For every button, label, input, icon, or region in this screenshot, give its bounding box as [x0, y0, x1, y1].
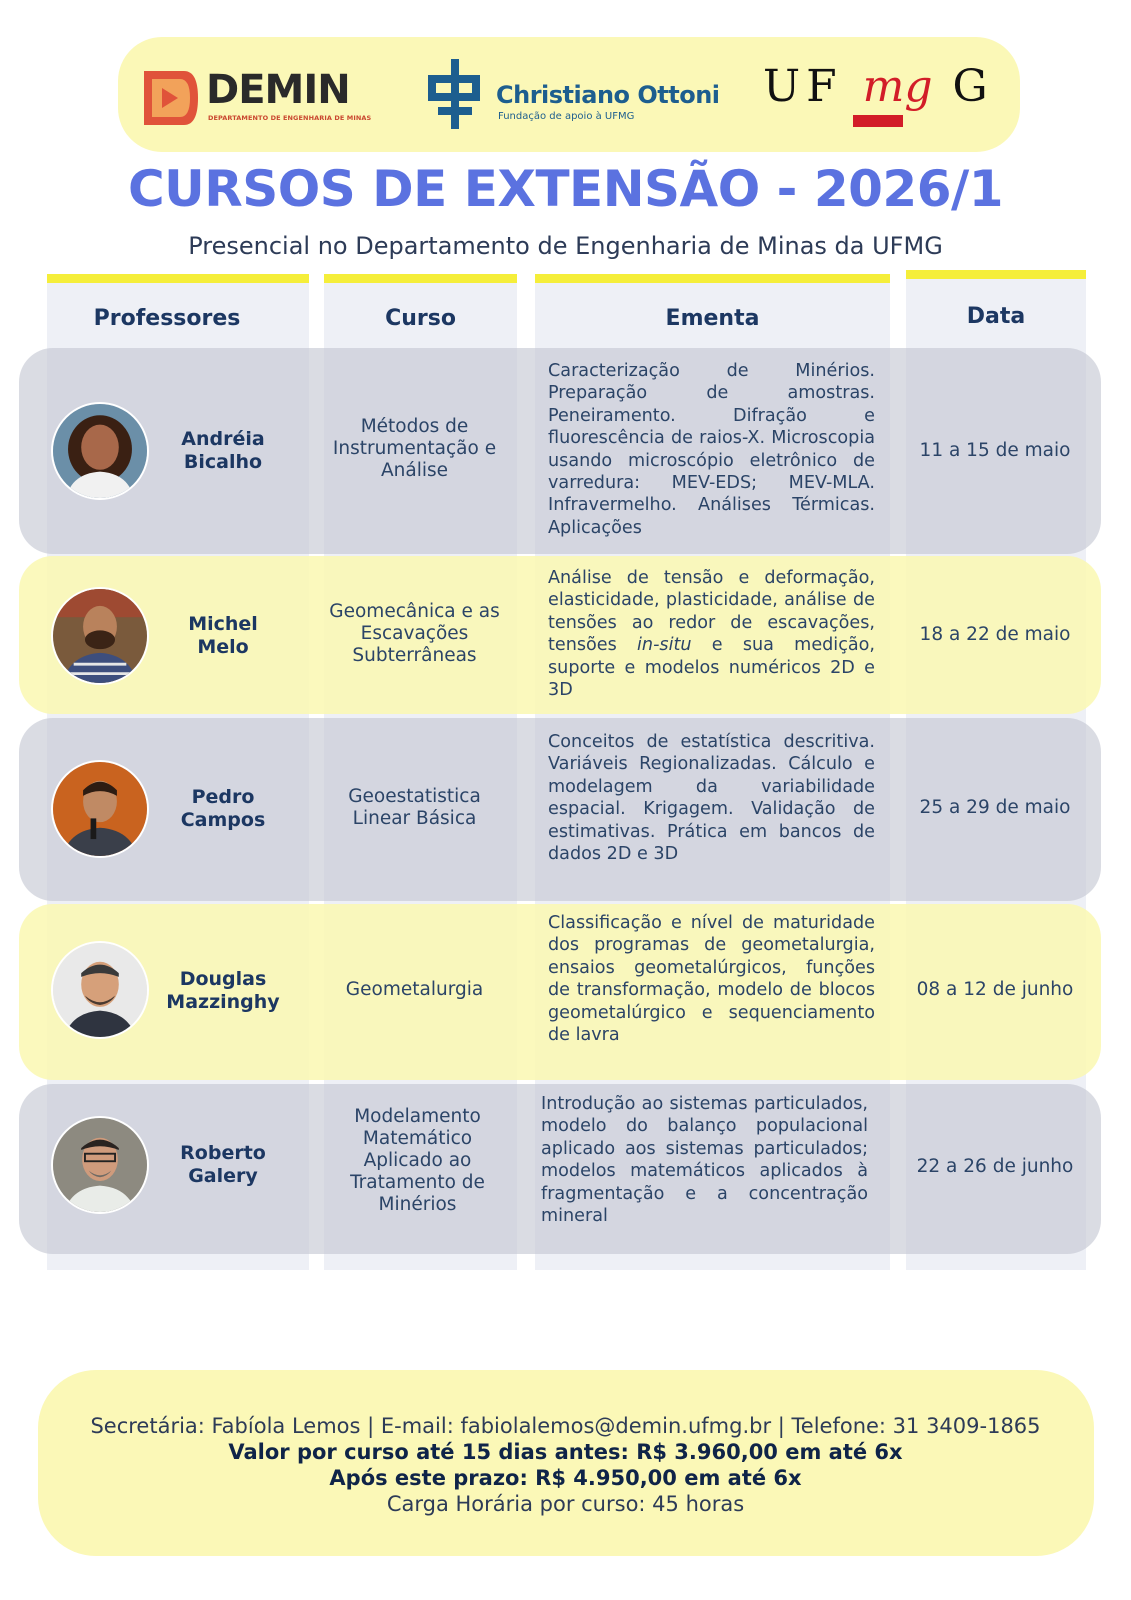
page-subtitle: Presencial no Departamento de Engenharia de Minas da UFMG — [188, 232, 943, 260]
professor-first-name: Pedro — [191, 786, 255, 808]
course-syllabus: Caracterização de Minérios. Preparação de amostras. Peneiramento. Difração e fluorescência de raios-X. Microscopia usando microscópio eletrônico de varredura: MEV-EDS; MEV-MLA. Infravermelho. Análises Térmicas. Aplicações — [548, 361, 875, 538]
footer-hours: Carga Horária por curso: 45 horas — [386, 1492, 745, 1516]
professor-last-name: Mazzinghy — [166, 991, 280, 1013]
syllabus-italic-term: in-situ — [637, 635, 692, 656]
professor-name — [158, 613, 288, 659]
professor-first-name: Roberto — [180, 1142, 266, 1164]
professor-first-name: Andréia — [181, 428, 265, 450]
professor-name — [158, 1142, 288, 1188]
professor-photo-roberto — [51, 1116, 149, 1214]
avatar-icon — [53, 589, 147, 683]
avatar-icon — [53, 404, 147, 498]
footer-price-late: Após este prazo: R$ 4.950,00 em até 6x — [329, 1466, 802, 1490]
syllabus-text-start: Análise de tensão e deformação, elasticidade, plasticidade, análise de tensões ao redor de escavações, tensões — [548, 568, 875, 656]
christiano-ottoni-logo-icon — [424, 59, 484, 129]
column-header-data: Data — [966, 304, 1026, 329]
professor-photo-pedro — [51, 760, 149, 858]
column-bar-curso — [324, 274, 517, 283]
professor-name — [158, 968, 288, 1014]
column-bar-ementa — [535, 274, 890, 283]
avatar-icon — [53, 1118, 147, 1212]
course-syllabus — [548, 567, 875, 701]
christiano-ottoni-name: Christiano Ottoni — [496, 81, 720, 109]
demin-logo-icon — [140, 65, 200, 131]
demin-tagline: DEPARTAMENTO DE ENGENHARIA DE MINAS — [208, 114, 372, 122]
professor-last-name: Bicalho — [183, 451, 263, 473]
professor-last-name: Galery — [188, 1165, 258, 1187]
column-header-ementa: Ementa — [665, 306, 760, 331]
course-date: 22 a 26 de junho — [916, 1156, 1074, 1177]
professor-photo-michel — [51, 587, 149, 685]
professor-photo-douglas — [51, 941, 149, 1039]
ufmg-logo-icon — [763, 61, 994, 112]
page-title: CURSOS DE EXTENSÃO - 2026/1 — [127, 160, 1004, 218]
course-name: Geometalurgia — [345, 979, 484, 1000]
professor-photo-andreia — [51, 402, 149, 500]
professor-last-name: Campos — [180, 809, 266, 831]
ufmg-mg: mg — [862, 61, 933, 112]
course-date: 25 a 29 de maio — [919, 797, 1071, 818]
footer-price-early: Valor por curso até 15 dias antes: R$ 3.960,00 em até 6x — [228, 1440, 903, 1464]
course-name: Modelamento Matemático Aplicado ao Tratamento de Minérios — [350, 1106, 485, 1215]
footer-contact: Secretária: Fabíola Lemos | E-mail: fabiolalemos@demin.ufmg.br | Telefone: 31 3409-1865 — [90, 1414, 1041, 1438]
course-syllabus: Classificação e nível de maturidade dos programas de geometalurgia, ensaios geometalúrgicos, funções de transformação, modelo de blocos geometalúrgico e sequenciamento de lavra — [548, 913, 875, 1046]
ufmg-g: G — [952, 61, 994, 112]
professor-first-name: Michel — [188, 613, 258, 635]
course-syllabus: Introdução ao sistemas particulados, modelo do balanço populacional aplicado aos sistemas particulados; modelos matemáticos aplicados à fragmentação e a concentração mineral — [541, 1094, 868, 1227]
logo-band — [118, 37, 1020, 152]
avatar-icon — [53, 943, 147, 1037]
christiano-ottoni-tagline: Fundação de apoio à UFMG — [498, 111, 635, 122]
ufmg-logo — [763, 61, 994, 131]
column-header-curso: Curso — [385, 306, 456, 331]
syllabus-text-end: e sua medição, suporte e modelos numéricos 2D e 3D — [548, 635, 876, 701]
professor-name — [158, 428, 288, 474]
demin-wordmark: DEMIN — [206, 67, 350, 113]
course-name: Métodos de Instrumentação e Análise — [332, 416, 497, 481]
course-date: 18 a 22 de maio — [919, 624, 1071, 645]
column-bar-professores — [47, 274, 309, 283]
professor-name — [158, 786, 288, 832]
course-syllabus: Conceitos de estatística descritiva. Variáveis Regionalizadas. Cálculo e modelagem da variabilidade espacial. Krigagem. Validação de estimativas. Prática em bancos de dados 2D e 3D — [548, 732, 875, 865]
column-bar-data — [906, 270, 1086, 279]
ufmg-uf: UF — [763, 61, 843, 112]
professor-first-name: Douglas — [179, 968, 267, 990]
course-name: Geoestatistica Linear Básica — [348, 786, 481, 829]
avatar-icon — [53, 762, 147, 856]
professor-last-name: Melo — [197, 636, 249, 658]
column-header-professores: Professores — [93, 306, 241, 331]
course-date: 11 a 15 de maio — [919, 440, 1071, 461]
demin-logo — [140, 65, 370, 135]
course-name: Geomecânica e as Escavações Subterrâneas — [329, 601, 500, 666]
christiano-ottoni-logo — [424, 59, 724, 131]
ufmg-red-bar — [853, 115, 903, 127]
course-date: 08 a 12 de junho — [916, 979, 1074, 1000]
